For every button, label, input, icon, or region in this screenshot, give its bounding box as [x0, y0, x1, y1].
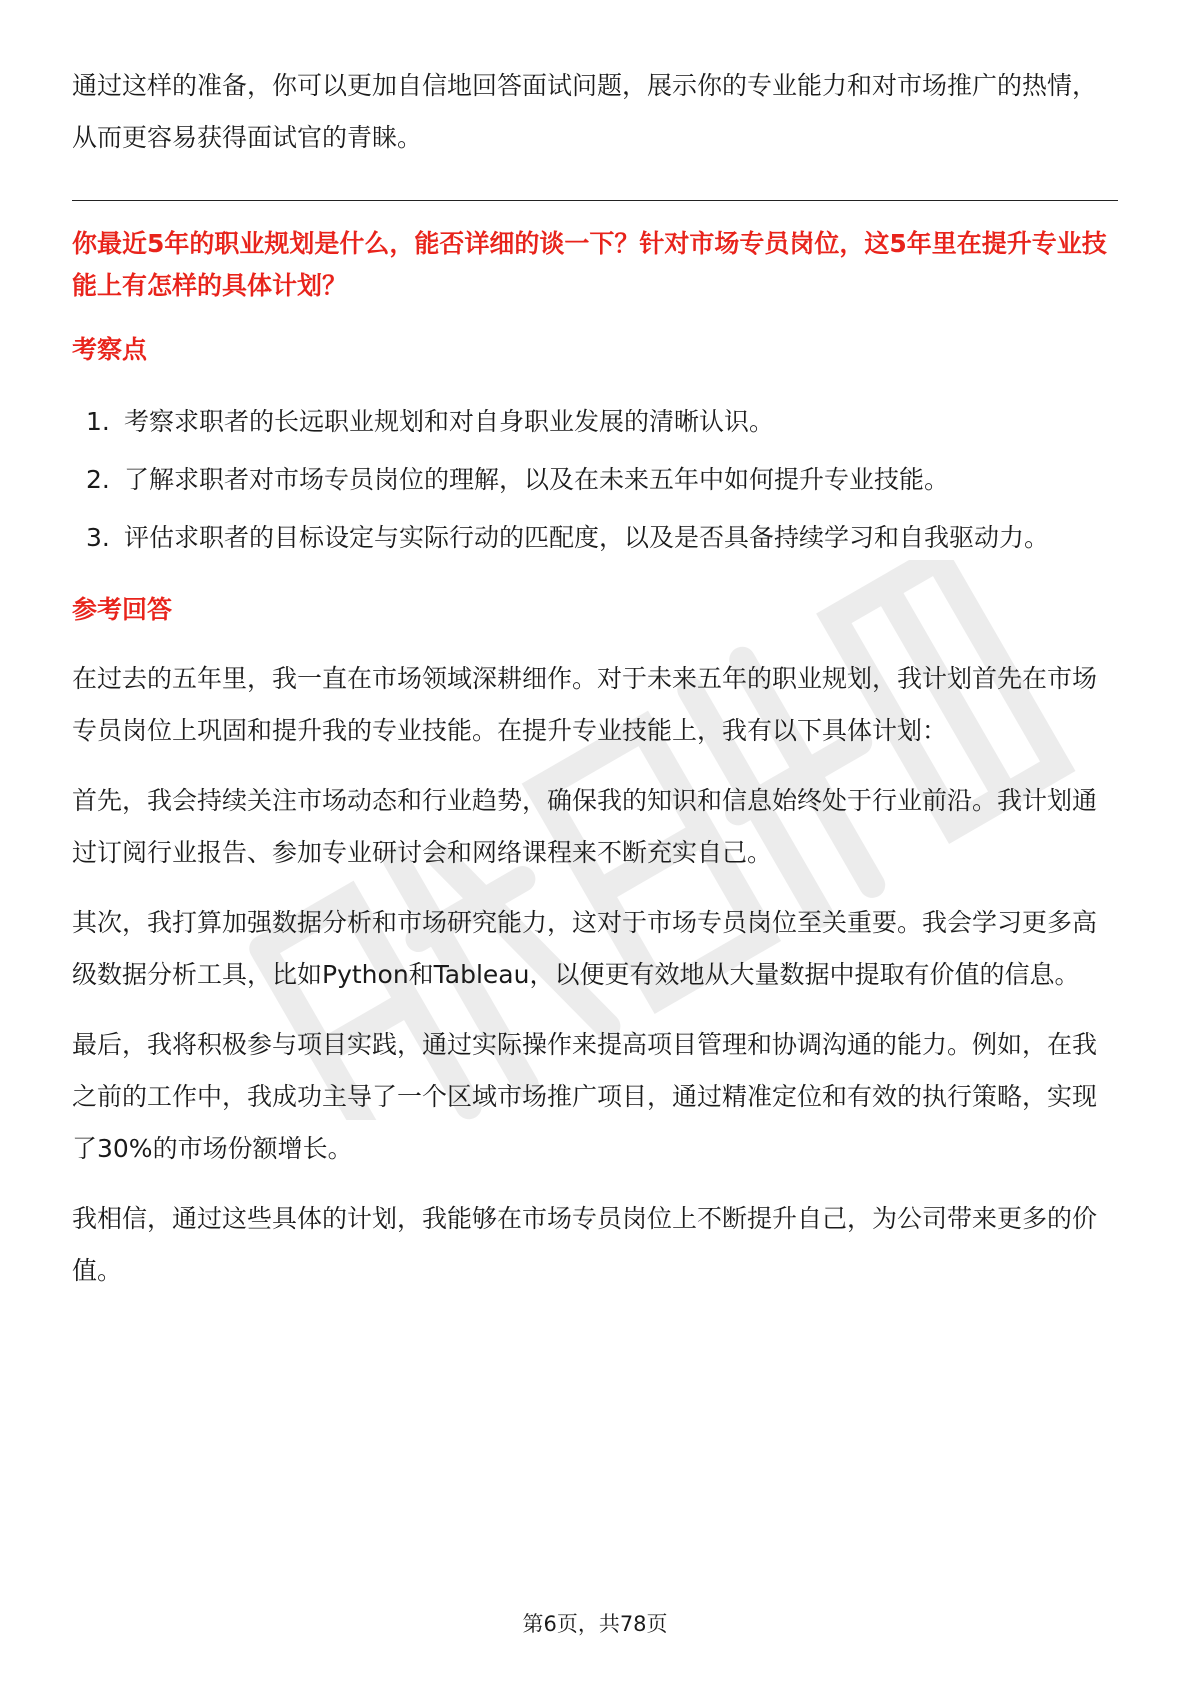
list-item — [72, 509, 1118, 567]
answer-body — [72, 653, 1118, 1297]
list-item — [72, 393, 1118, 451]
list-item-number: 1. — [86, 407, 110, 436]
answer-paragraph: 在过去的五年里，我一直在市场领域深耕细作。对于未来五年的职业规划，我计划首先在市场专员岗位上巩固和提升我的专业技能。在提升专业技能上，我有以下具体计划： — [72, 664, 1098, 745]
list-item-number: 2. — [86, 465, 110, 494]
document-page — [72, 56, 1118, 1315]
list-item-text: 了解求职者对市场专员岗位的理解，以及在未来五年中如何提升专业技能。 — [124, 465, 950, 494]
examination-heading: 考察点 — [72, 335, 148, 364]
answer-heading: 参考回答 — [72, 595, 173, 624]
intro-paragraph: 通过这样的准备，你可以更加自信地回答面试问题，展示你的专业能力和对市场推广的热情，从而更容易获得面试官的青睐。 — [72, 71, 1098, 152]
answer-paragraph: 其次，我打算加强数据分析和市场研究能力，这对于市场专员岗位至关重要。我会学习更多高级数据分析工具，比如Python和Tableau，以便更有效地从大量数据中提取有价值的信息。 — [72, 908, 1098, 989]
answer-paragraph: 首先，我会持续关注市场动态和行业趋势，确保我的知识和信息始终处于行业前沿。我计划通过订阅行业报告、参加专业研讨会和网络课程来不断充实自己。 — [72, 786, 1098, 867]
answer-paragraph: 我相信，通过这些具体的计划，我能够在市场专员岗位上不断提升自己，为公司带来更多的价值。 — [72, 1204, 1098, 1285]
list-item-number: 3. — [86, 523, 110, 552]
answer-paragraph: 最后，我将积极参与项目实践，通过实际操作来提高项目管理和协调沟通的能力。例如，在我之前的工作中，我成功主导了一个区域市场推广项目，通过精准定位和有效的执行策略，实现了30%的市场份额增长。 — [72, 1030, 1098, 1163]
section-divider — [72, 200, 1118, 201]
page-number: 第6页，共78页 — [522, 1612, 668, 1636]
list-item-text: 考察求职者的长远职业规划和对自身职业发展的清晰认识。 — [124, 407, 775, 436]
examination-list — [72, 393, 1118, 567]
question-title: 你最近5年的职业规划是什么，能否详细的谈一下？针对市场专员岗位，这5年里在提升专业技能上有怎样的具体计划？ — [72, 229, 1107, 300]
list-item-text: 评估求职者的目标设定与实际行动的匹配度，以及是否具备持续学习和自我驱动力。 — [124, 523, 1050, 552]
list-item — [72, 451, 1118, 509]
